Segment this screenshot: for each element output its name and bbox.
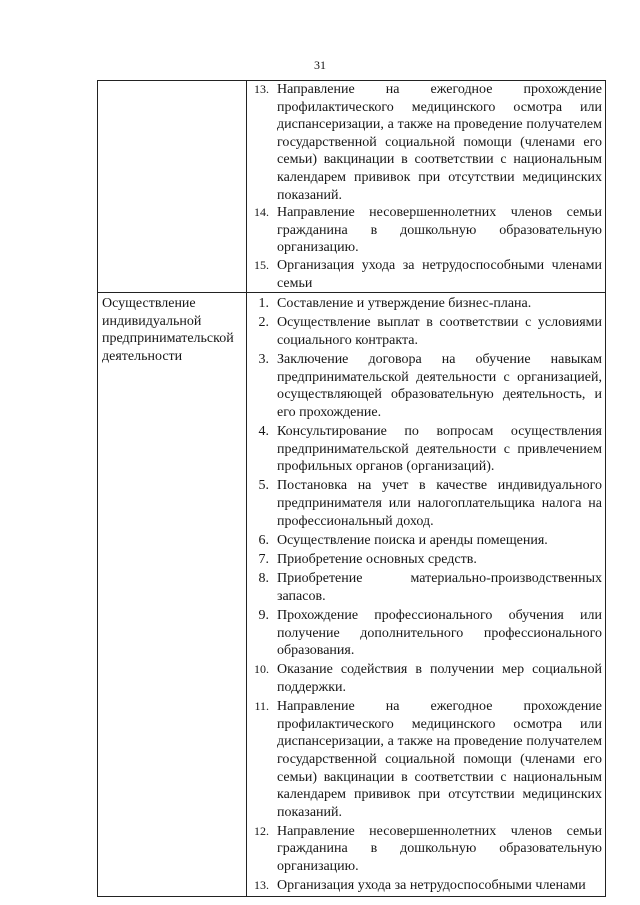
list-item: [247, 570, 602, 605]
measures-table: [97, 80, 606, 897]
table-row: [98, 293, 606, 897]
list-item: [247, 877, 602, 895]
item-text: Прохождение профессионального обучения или получение дополнительного профессионального образования.: [277, 607, 602, 659]
list-item: [247, 314, 602, 349]
list-item: [247, 204, 602, 257]
measures-cell: [247, 293, 606, 897]
item-number: 4.: [258, 424, 269, 440]
list-item: [247, 477, 602, 530]
page-number: 31: [314, 58, 326, 72]
list-item: [247, 698, 602, 821]
item-number: 5.: [258, 478, 269, 494]
item-text: Оказание содействия в получении мер социальной поддержки.: [277, 662, 602, 695]
section-title: Осуществление индивидуальной предпринимательской деятельности: [102, 296, 234, 364]
section-cell: [98, 293, 247, 897]
table-row: [98, 81, 606, 293]
item-number: 13.: [254, 878, 269, 893]
item-number: 8.: [258, 571, 269, 587]
list-item: [247, 661, 602, 696]
item-text: Организация ухода за нетрудоспособными членами семьи: [277, 257, 602, 291]
item-text: Постановка на учет в качестве индивидуального предпринимателя или налогоплательщика налога на профессиональный доход.: [277, 478, 602, 529]
list-item: [247, 823, 602, 876]
list-item: [247, 81, 602, 204]
item-text: Консультирование по вопросам осуществления предпринимательской деятельности с привлечением профильных органов (организаций).: [277, 424, 602, 475]
item-number: 12.: [254, 823, 269, 838]
item-number: 6.: [258, 532, 269, 548]
list-item: [247, 551, 602, 569]
item-number: 15.: [254, 257, 269, 272]
item-text: Направление на ежегодное прохождение профилактического медицинского осмотра или диспансеризации, а также на проведение получателем государственной социальной помощи (членами его семьи) вакцинации в соответствии с национальным календарем прививок при отсутствии медицинских показаний.: [277, 699, 602, 820]
item-text: Приобретение основных средств.: [277, 552, 477, 567]
item-text: Направление на ежегодное прохождение профилактического медицинского осмотра или диспансеризации, а также на проведение получателем государственной социальной помощи (членами его семьи) вакцинации в соответствии с национальным календарем прививок при отсутствии медицинских показаний.: [277, 82, 602, 203]
item-number: 2.: [258, 315, 269, 331]
item-text: Составление и утверждение бизнес-плана.: [277, 296, 532, 312]
item-number: 13.: [254, 82, 269, 96]
item-text: Направление несовершеннолетних членов семьи гражданина в дошкольную образовательную организацию.: [277, 205, 602, 256]
item-number: 11.: [254, 699, 269, 714]
list-item: [247, 351, 602, 421]
item-text: Приобретение материально-производственных запасов.: [277, 571, 602, 604]
item-number: 10.: [254, 662, 269, 677]
item-text: Осуществление выплат в соответствии с условиями социального контракта.: [277, 315, 602, 348]
measures-cell: [247, 81, 606, 293]
section-title: [98, 81, 246, 83]
item-number: 9.: [258, 607, 269, 623]
section-cell: [98, 81, 247, 293]
item-text: Организация ухода за нетрудоспособными членами: [277, 878, 586, 894]
list-item: [247, 423, 602, 476]
list-item: [247, 532, 602, 550]
item-number: 3.: [258, 352, 269, 368]
list-item: [247, 607, 602, 660]
list-item: [247, 295, 602, 313]
list-item: [247, 257, 602, 292]
item-text: Заключение договора на обучение навыкам предпринимательской деятельности с организацией, осуществляющей образовательную деятельность, и его прохождение.: [277, 352, 602, 420]
item-text: Осуществление поиска и аренды помещения.: [277, 532, 548, 548]
item-number: 7.: [258, 552, 269, 567]
item-number: 14.: [254, 205, 269, 220]
item-number: 1.: [258, 296, 269, 312]
item-text: Направление несовершеннолетних членов семьи гражданина в дошкольную образовательную организацию.: [277, 823, 602, 875]
